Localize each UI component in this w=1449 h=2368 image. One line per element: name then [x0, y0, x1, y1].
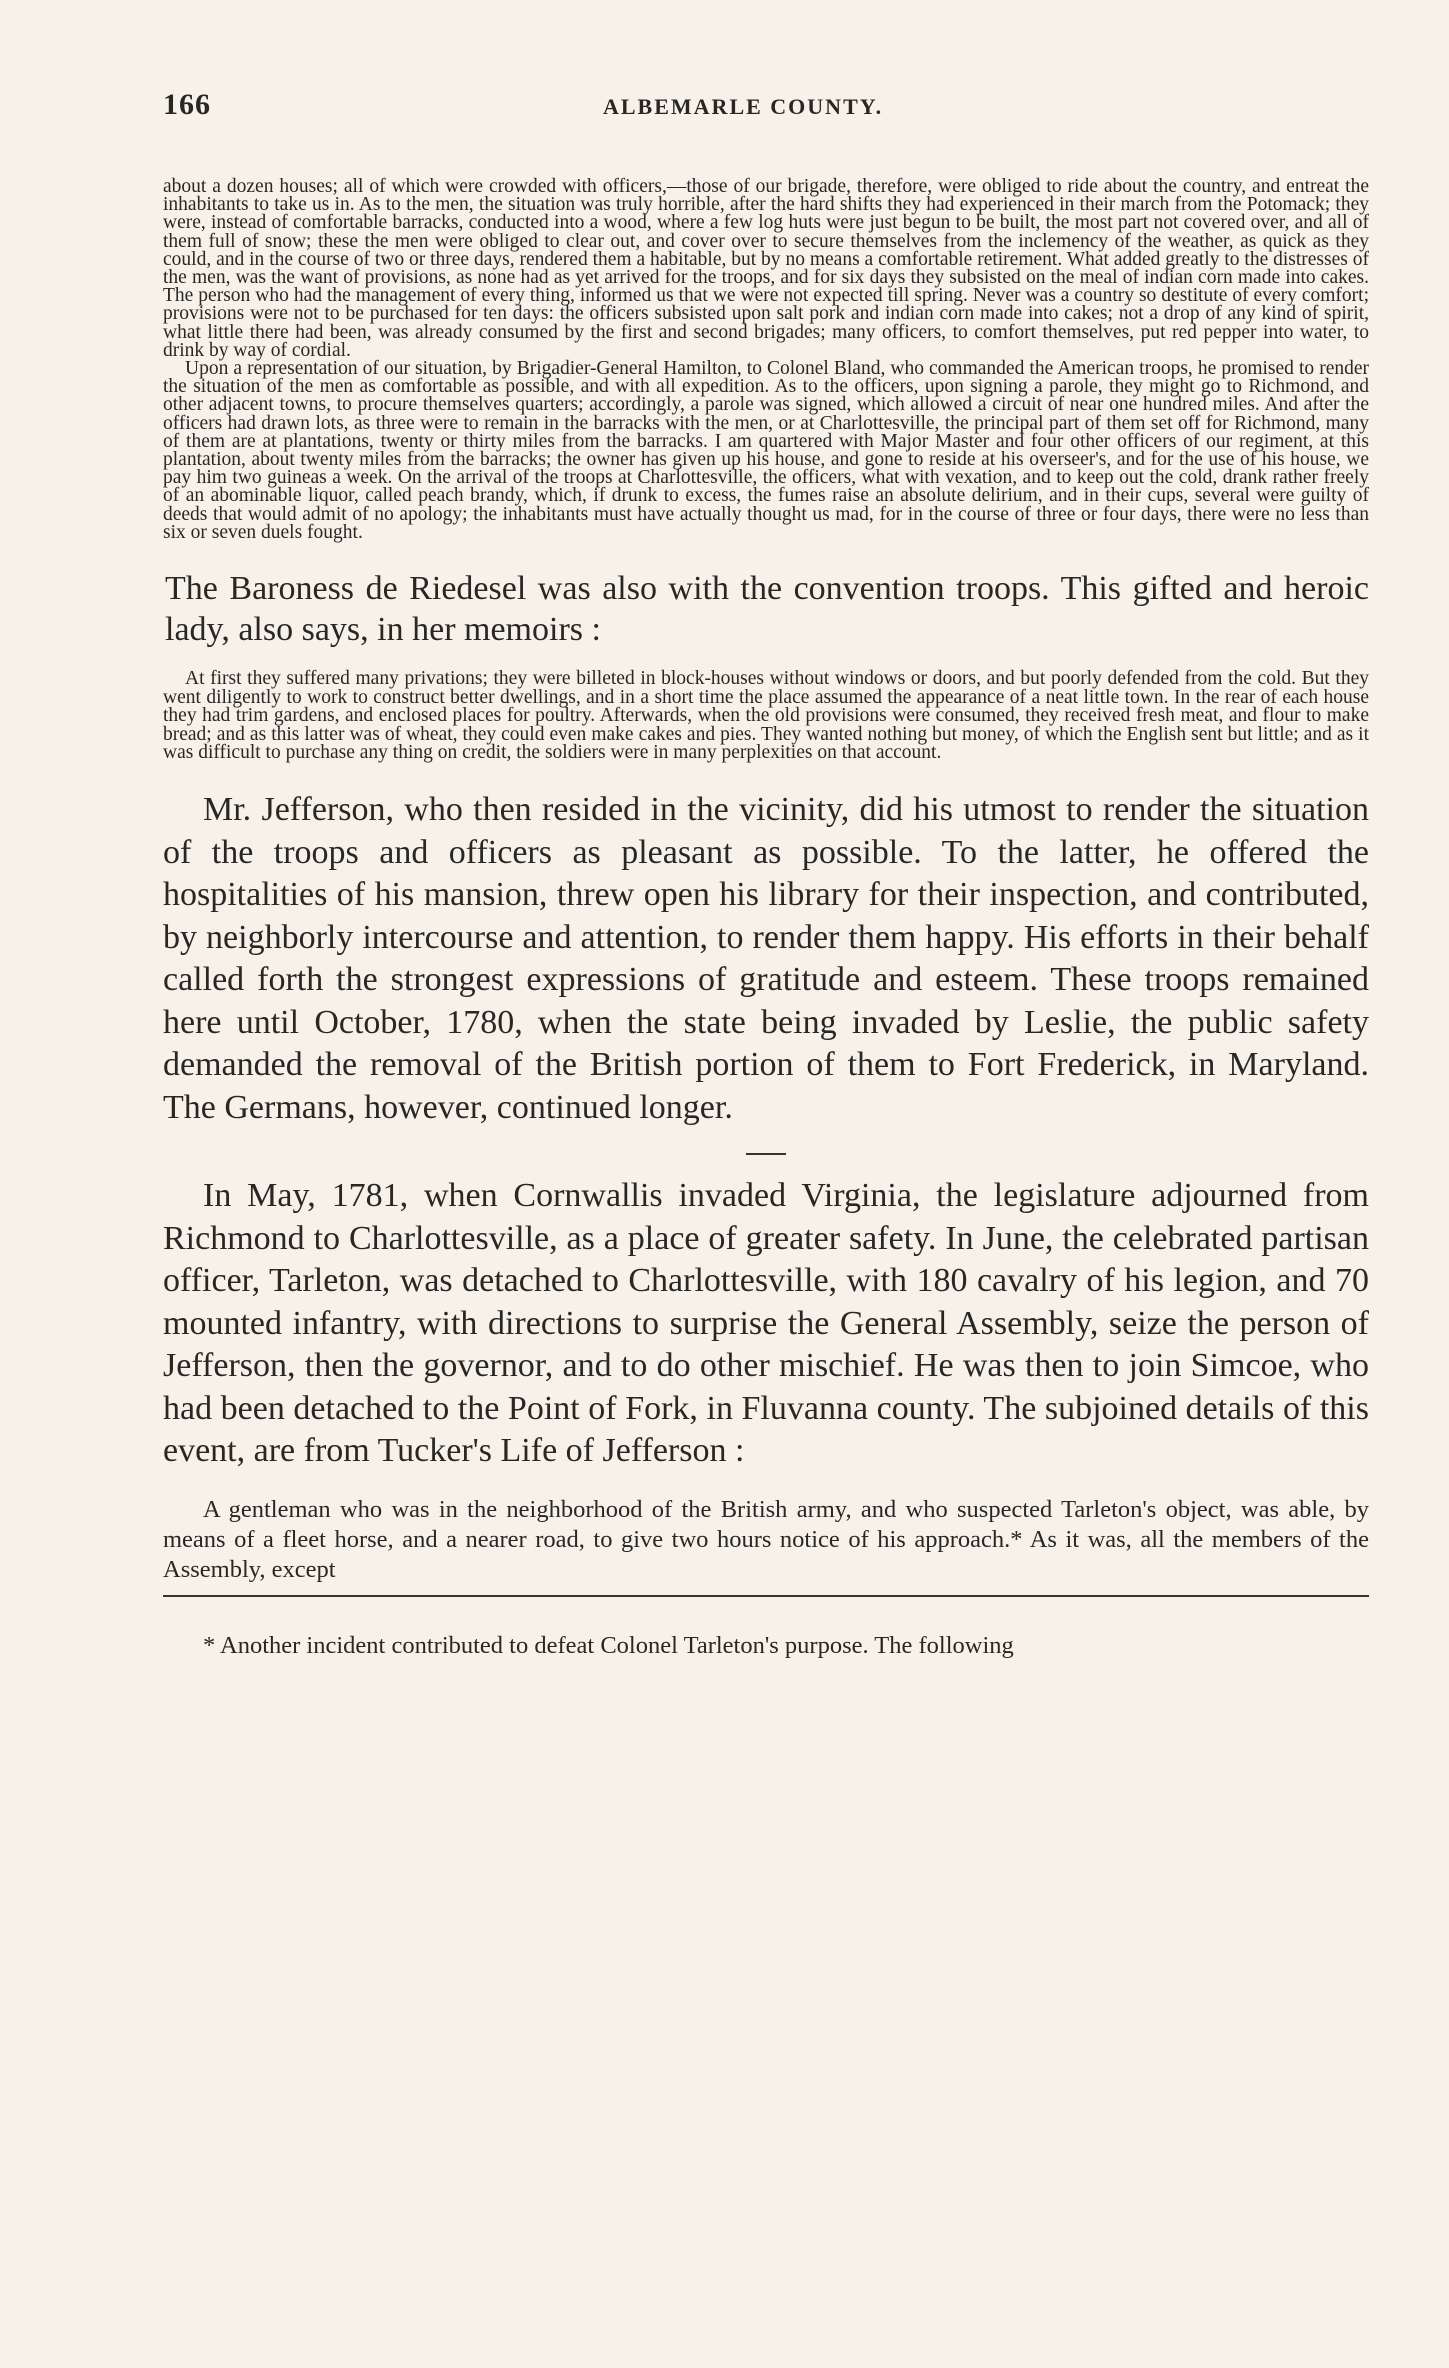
section-divider	[746, 1153, 786, 1155]
jefferson-section	[163, 789, 1369, 1129]
jefferson-paragraph: Mr. Jefferson, who then resided in the vicinity, did his utmost to render the situation of the troops and officers as pleasant as possible. To the latter, he offered the hospitalities of his mansion, threw open his library for their inspection, and contributed, by neighborly intercourse and attention, to render them happy. His efforts in their behalf called forth the strongest expressions of gratitude and esteem. These troops remained here until October, 1780, when the state being invaded by Leslie, the public safety demanded the removal of the British portion of them to Fort Frederick, in Maryland. The Germans, however, continued longer.	[163, 791, 1369, 1126]
cornwallis-section	[163, 1175, 1369, 1473]
running-head: ALBEMARLE COUNTY.	[603, 94, 884, 119]
footnote-rule	[163, 1595, 1369, 1597]
footnote	[163, 1631, 1369, 1661]
letter-quote	[163, 178, 1369, 542]
letter-quote-paragraph-1: about a dozen houses; all of which were crowded with officers,—those of our brigade, therefore, were obliged to ride about the country, and entreat the inhabitants to take us in. As to the men, the situation was truly horrible, after the hard shifts they had experienced in their march from the Potomack; they were, instead of comfortable barracks, conducted into a wood, where a few log huts were just begun to be built, the most part not covered over, and all of them full of snow; these the men were obliged to clear out, and cover over to secure themselves from the inclemency of the weather, as quick as they could, and in the course of two or three days, rendered them a habitable, but by no means a comfortable retirement. What added greatly to the distresses of the men, was the want of provisions, as none had as yet arrived for the troops, and for six days they subsisted on the meal of indian corn made into cakes. The person who had the management of every thing, informed us that we were not expected till spring. Never was a country so destitute of every comfort; provisions were not to be purchased for ten days: the officers subsisted upon salt pork and indian corn made into cakes; not a drop of any kind of spirit, what little there had been, was already consumed by the first and second brigades; many officers, to comfort themselves, put red pepper into water, to drink by way of cordial.	[163, 176, 1369, 361]
page-number: 166	[163, 88, 211, 121]
baroness-quote-text: At first they suffered many privations; they were billeted in block-houses without windows or doors, and but poorly defended from the cold. But they went diligently to work to construct better dwellings, and in a short time the place assumed the appearance of a neat little town. In the rear of each house they had trim gardens, and enclosed places for poultry. Afterwards, when the old provisions were consumed, they received fresh meat, and flour to make bread; and as this latter was of wheat, they could even make cakes and pies. They wanted nothing but money, of which the English sent but little; and as it was difficult to purchase any thing on credit, the soldiers were in many perplexities on that account.	[163, 668, 1369, 764]
page-header	[163, 88, 1369, 128]
baroness-quote	[163, 670, 1369, 763]
cornwallis-paragraph: In May, 1781, when Cornwallis invaded Virginia, the legislature adjourned from Richmond to Charlottesville, as a place of greater safety. In June, the celebrated partisan officer, Tarleton, was detached to Charlottesville, with 180 cavalry of his legion, and 70 mounted infantry, with directions to surprise the General Assembly, seize the person of Jefferson, then the governor, and to do other mischief. He was then to join Simcoe, who had been detached to the Point of Fork, in Fluvanna county. The subjoined details of this event, are from Tucker's Life of Jefferson :	[163, 1177, 1369, 1470]
letter-quote-paragraph-2: Upon a representation of our situation, by Brigadier-General Hamilton, to Colonel Bland, who commanded the American troops, he promised to render the situation of the men as comfortable as possible, and with all expedition. As to the officers, upon signing a parole, they might go to Richmond, and other adjacent towns, to procure themselves quarters; accordingly, a parole was signed, which allowed a circuit of near one hundred miles. And after the officers had drawn lots, as three were to remain in the barracks with the men, or at Charlottesville, the principal part of them set off for Richmond, many of them are at plantations, twenty or thirty miles from the barracks. I am quartered with Major Master and four other officers of our regiment, at this plantation, about twenty miles from the barracks; the owner has given up his house, and gone to reside at his overseer's, and for the use of his house, we pay him two guineas a week. On the arrival of the troops at Charlottesville, the officers, what with vexation, and to keep out the cold, drank rather freely of an abominable liquor, called peach brandy, which, if drunk to excess, the fumes raise an absolute delirium, and in their cups, several were guilty of deeds that would admit of no apology; the inhabitants must have actually thought us mad, for in the course of three or four days, there were no less than six or seven duels fought.	[163, 358, 1369, 543]
footnote-text: * Another incident contributed to defeat Colonel Tarleton's purpose. The following	[203, 1631, 1014, 1659]
tucker-excerpt-text: A gentleman who was in the neighborhood of the British army, and who suspected Tarleton's object, was able, by means of a fleet horse, and a nearer road, to give two hours notice of his approach.* As it was, all the members of the Assembly, except	[163, 1495, 1369, 1583]
tucker-excerpt	[163, 1495, 1369, 1585]
baroness-intro: The Baroness de Riedesel was also with the convention troops. This gifted and heroic lady, also says, in her memoirs :	[165, 570, 1369, 649]
